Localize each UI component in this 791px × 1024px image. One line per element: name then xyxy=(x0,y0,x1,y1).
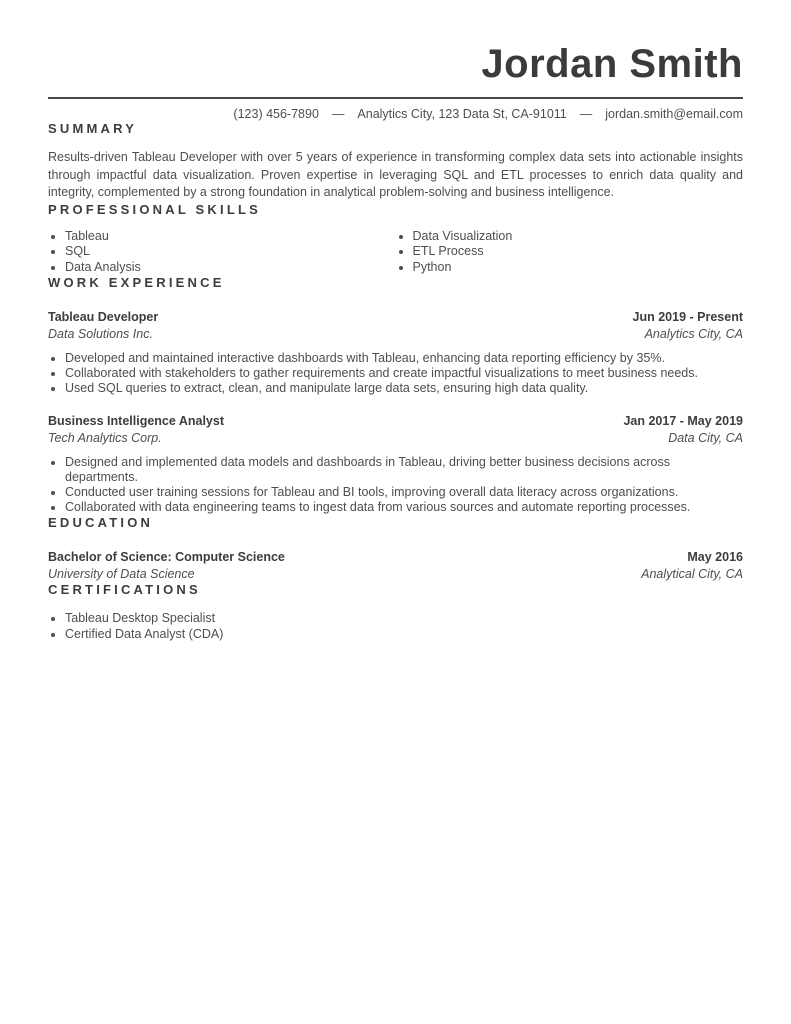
job-bullet: • Developed and maintained interactive dashboards with Tableau, enhancing data reporting efficiency by 35%. xyxy=(65,351,743,366)
skills-column-left xyxy=(48,229,396,276)
education-location: Analytical City, CA xyxy=(641,566,743,581)
section-heading-summary: SUMMARY xyxy=(48,121,138,136)
candidate-name: Jordan Smith xyxy=(481,42,743,86)
section-heading-certifications: CERTIFICATIONS xyxy=(48,582,201,597)
skill-item: • Data Analysis xyxy=(65,260,396,276)
contact-separator: — xyxy=(579,107,593,121)
skill-item: • Data Visualization xyxy=(413,229,744,245)
job-dates: Jan 2017 - May 2019 xyxy=(623,414,743,428)
skill-item: • ETL Process xyxy=(413,244,744,260)
degree-title: Bachelor of Science: Computer Science xyxy=(48,550,285,564)
job-bullet: • Collaborated with data engineering teams to ingest data from various sources and automate reporting processes. xyxy=(65,500,743,515)
skills-section xyxy=(48,202,743,276)
job-company-row xyxy=(48,430,743,447)
job-company: Data Solutions Inc. xyxy=(48,326,153,341)
skills-columns xyxy=(48,229,743,276)
summary-section xyxy=(48,121,743,202)
contact-email: jordan.smith@email.com xyxy=(605,107,743,121)
job-location: Analytics City, CA xyxy=(644,326,743,341)
skill-item: • Python xyxy=(413,260,744,276)
skill-item: • Tableau xyxy=(65,229,396,245)
skills-column-right xyxy=(396,229,744,276)
job-bullet: • Used SQL queries to extract, clean, and manipulate large data sets, ensuring high data quality. xyxy=(65,381,743,396)
education-date: May 2016 xyxy=(687,550,743,564)
job-bullet: • Designed and implemented data models and dashboards in Tableau, driving better business decisions across departments. xyxy=(65,455,743,485)
job-location: Data City, CA xyxy=(668,430,743,445)
resume-header xyxy=(48,42,743,121)
section-heading-education: EDUCATION xyxy=(48,515,154,530)
job-title: Business Intelligence Analyst xyxy=(48,414,224,428)
job-company-row xyxy=(48,326,743,343)
job-bullet: • Conducted user training sessions for Tableau and BI tools, improving overall data literacy across organizations. xyxy=(65,485,743,500)
education-section xyxy=(48,515,743,582)
certifications-section xyxy=(48,582,743,642)
job-title-row xyxy=(48,309,743,326)
section-heading-experience: WORK EXPERIENCE xyxy=(48,275,225,290)
certification-list xyxy=(48,611,743,642)
school-row xyxy=(48,566,743,583)
school-name: University of Data Science xyxy=(48,566,195,581)
education-entry xyxy=(48,549,743,582)
header-divider xyxy=(48,97,743,99)
certification-item: • Tableau Desktop Specialist xyxy=(65,611,743,627)
job-bullet-list xyxy=(48,351,743,396)
contact-phone: (123) 456-7890 xyxy=(233,107,319,121)
job-entry xyxy=(48,413,743,515)
job-entry xyxy=(48,309,743,396)
job-dates: Jun 2019 - Present xyxy=(632,310,743,324)
section-heading-skills: PROFESSIONAL SKILLS xyxy=(48,201,261,217)
job-company: Tech Analytics Corp. xyxy=(48,430,162,445)
job-title-row xyxy=(48,413,743,430)
job-bullet-list xyxy=(48,455,743,515)
contact-separator: — xyxy=(331,107,345,121)
certification-item: • Certified Data Analyst (CDA) xyxy=(65,627,743,643)
degree-row xyxy=(48,549,743,566)
summary-text: Results-driven Tableau Developer with over 5 years of experience in transforming complex data sets into actionable insights through impactful data visualization. Proven expertise in leveraging SQL and ETL processes to enrich data quality and integrity, complemented by a strong foundation in analytical problem-solving and business intelligence. xyxy=(48,150,743,199)
contact-line xyxy=(48,107,743,121)
skill-item: • SQL xyxy=(65,244,396,260)
contact-address: Analytics City, 123 Data St, CA-91011 xyxy=(357,107,567,121)
experience-section xyxy=(48,275,743,515)
job-title: Tableau Developer xyxy=(48,310,159,324)
job-bullet: • Collaborated with stakeholders to gather requirements and create impactful visualizations to meet business needs. xyxy=(65,366,743,381)
